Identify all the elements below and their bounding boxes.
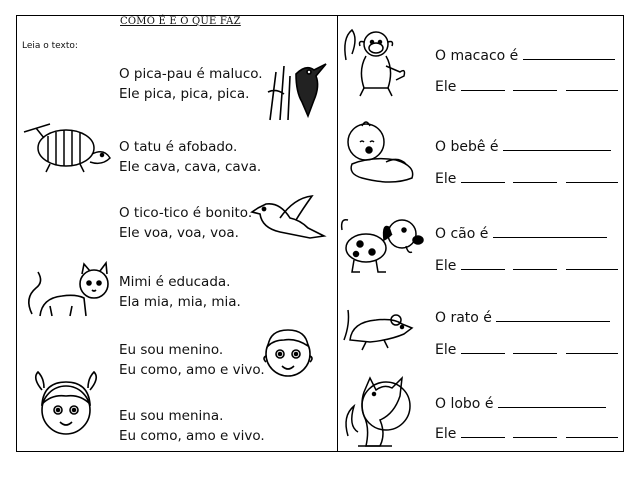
answer-prefix: Ele (435, 342, 457, 358)
answer-blank[interactable] (513, 181, 557, 183)
monkey-icon (340, 24, 414, 100)
answer-blank[interactable] (461, 89, 505, 91)
question-cao (435, 226, 607, 242)
answer-row-cao (435, 258, 618, 274)
page-title: COMO É E O QUE FAZ (120, 16, 241, 27)
answer-blank[interactable] (496, 320, 610, 322)
answer-prefix: Ele (435, 79, 457, 95)
answer-blank[interactable] (513, 89, 557, 91)
stanza-line: Mimi é educada. (119, 274, 231, 290)
question-text: O macaco é (435, 48, 519, 64)
instruction-text: Leia o texto: (22, 41, 78, 51)
question-text: O rato é (435, 310, 492, 326)
question-rato (435, 310, 610, 326)
answer-blank[interactable] (566, 181, 618, 183)
stanza-line: Ele voa, voa, voa. (119, 225, 239, 241)
bird-icon (250, 192, 328, 244)
answer-row-macaco (435, 79, 618, 95)
answer-blank[interactable] (513, 268, 557, 270)
stanza-line: Eu como, amo e vivo. (119, 362, 265, 378)
answer-blank[interactable] (523, 58, 615, 60)
answer-blank[interactable] (513, 352, 557, 354)
answer-prefix: Ele (435, 171, 457, 187)
question-bebe (435, 139, 611, 155)
answer-blank[interactable] (566, 352, 618, 354)
answer-blank[interactable] (493, 236, 607, 238)
girl-icon (30, 368, 102, 446)
stanza-line: O pica-pau é maluco. (119, 66, 263, 82)
answer-prefix: Ele (435, 426, 457, 442)
answer-blank[interactable] (566, 89, 618, 91)
stanza-boy (119, 340, 265, 380)
answer-row-bebe (435, 171, 618, 187)
question-text: O bebê é (435, 139, 499, 155)
stanza-line: Ele pica, pica, pica. (119, 86, 250, 102)
dog-icon (338, 208, 426, 278)
woodpecker-icon (262, 52, 330, 122)
answer-blank[interactable] (461, 181, 505, 183)
answer-row-rato (435, 342, 618, 358)
boy-icon (256, 322, 320, 384)
armadillo-icon (20, 118, 116, 176)
answer-blank[interactable] (503, 149, 611, 151)
answer-blank[interactable] (461, 268, 505, 270)
stanza-line: Eu sou menino. (119, 342, 224, 358)
wolf-icon (340, 372, 416, 452)
stanza-cat (119, 272, 241, 312)
answer-blank[interactable] (461, 436, 505, 438)
stanza-line: Ele cava, cava, cava. (119, 159, 262, 175)
answer-prefix: Ele (435, 258, 457, 274)
stanza-line: Eu sou menina. (119, 408, 224, 424)
stanza-line: O tico-tico é bonito. (119, 205, 253, 221)
stanza-bird (119, 203, 252, 243)
stanza-line: O tatu é afobado. (119, 139, 238, 155)
question-text: O lobo é (435, 396, 494, 412)
answer-blank[interactable] (498, 406, 606, 408)
question-text: O cão é (435, 226, 489, 242)
stanza-woodpecker (119, 64, 263, 104)
answer-blank[interactable] (461, 352, 505, 354)
rat-icon (340, 300, 416, 352)
stanza-girl (119, 406, 265, 446)
question-lobo (435, 396, 606, 412)
stanza-line: Ela mia, mia, mia. (119, 294, 241, 310)
answer-blank[interactable] (513, 436, 557, 438)
answer-blank[interactable] (566, 268, 618, 270)
stanza-line: Eu como, amo e vivo. (119, 428, 265, 444)
stanza-armadillo (119, 137, 261, 177)
cat-icon (22, 258, 114, 326)
answer-row-lobo (435, 426, 618, 442)
answer-blank[interactable] (566, 436, 618, 438)
baby-icon (342, 116, 418, 188)
question-macaco (435, 48, 615, 64)
